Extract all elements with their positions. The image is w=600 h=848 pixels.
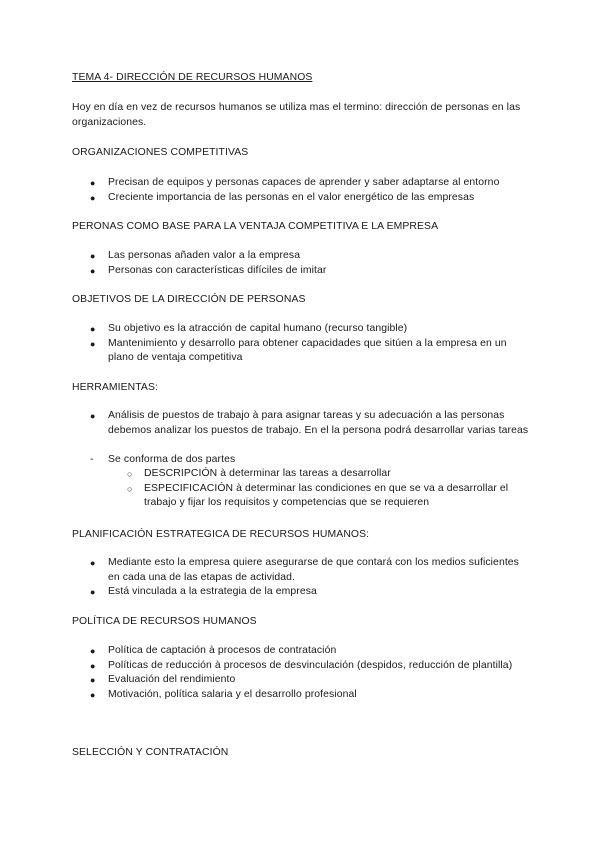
bullet-marker: ● [90,251,96,261]
list-item: ● Política de captación à procesos de contratación [0,644,532,659]
bullet-marker: ● [90,324,96,334]
bullet-marker: ● [90,689,96,700]
list-item: ○ ESPECIFICACIÓN à determinar las condiciones en que se va a desarrollar el trabajo y fijar los requisitos y competencias que se requieren [127,482,509,508]
dash-marker: - [90,454,94,465]
bullet-marker: ● [90,338,96,349]
section-heading: PERONAS COMO BASE PARA LA VENTAJA COMPETITIVA E LA EMPRESA [72,221,439,232]
list-item: ● Políticas de reducción à procesos de desvinculación (despidos, reducción de plantilla) [0,659,532,674]
list-item: ● Evaluación del rendimiento [0,673,532,688]
list-item: ● Las personas añaden valor a la empresa [0,249,532,264]
section-heading: SELECCIÓN Y CONTRATACIÓN [72,747,229,758]
list-item: ● Personas con características difíciles de imitar [0,264,532,279]
section-heading: ORGANIZACIONES COMPETITIVAS [72,147,249,158]
bullet-marker: ● [90,675,96,685]
bullet-marker: ● [90,660,96,671]
bullet-list [0,249,540,278]
section-heading: PLANIFICACIÓN ESTRATEGICA DE RECURSOS HUMANOS: [72,529,370,540]
bullet-marker: ● [90,558,96,568]
bullet-marker: ● [90,646,96,656]
list-item: ● Su objetivo es la atracción de capital humano (recurso tangible) [0,322,532,337]
bullet-marker: ● [90,587,96,597]
bullet-marker: ● [90,411,96,421]
list-item: ● Está vinculada a la estrategia de la empresa [0,585,532,600]
list-item: ● Mantenimiento y desarrollo para obtener capacidades que sitúen a la empresa en un plano de ventaja competitiva [90,337,507,363]
bullet-marker: ● [90,192,96,203]
list-item: ● Creciente importancia de las personas en el valor energético de las empresas [0,191,532,206]
bullet-list [0,556,540,600]
circle-marker: ○ [127,469,133,479]
bullet-list [0,644,540,702]
intro-paragraph: Hoy en día en vez de recursos humanos se utiliza mas el termino: dirección de personas en las organizaciones. [72,102,521,128]
bullet-marker: ● [90,265,96,276]
section-heading: OBJETIVOS DE LA DIRECCIÓN DE PERSONAS [72,294,306,305]
list-item: ○ DESCRIPCIÓN à determinar las tareas a desarrollar [0,467,532,482]
sub-list [0,467,540,511]
bullet-marker: ● [90,178,96,188]
bullet-list [0,176,540,205]
section-heading: POLÍTICA DE RECURSOS HUMANOS [72,616,257,627]
list-item: ● Precisan de equipos y personas capaces de aprender y saber adaptarse al entorno [0,176,532,191]
circle-marker: ○ [127,483,133,494]
list-item: ● Análisis de puestos de trabajo à para asignar tareas y su adecuación a las personas debemos analizar los puestos de trabajo. En el la persona podrá desarrollar varias tareas [90,410,529,436]
dash-item-text: Se conforma de dos partes [108,454,236,465]
bullet-list [0,322,540,366]
section-heading: HERRAMIENTAS: [72,382,158,393]
list-item: ● Mediante esto la empresa quiere asegurarse de que contará con los medios suficientes en cada una de las etapas de actividad. [90,557,519,583]
document-title: TEMA 4- DIRECCIÓN DE RECURSOS HUMANOS [72,72,313,83]
bullet-list [0,409,540,438]
list-item: ● Motivación, política salaria y el desarrollo profesional [0,688,532,703]
